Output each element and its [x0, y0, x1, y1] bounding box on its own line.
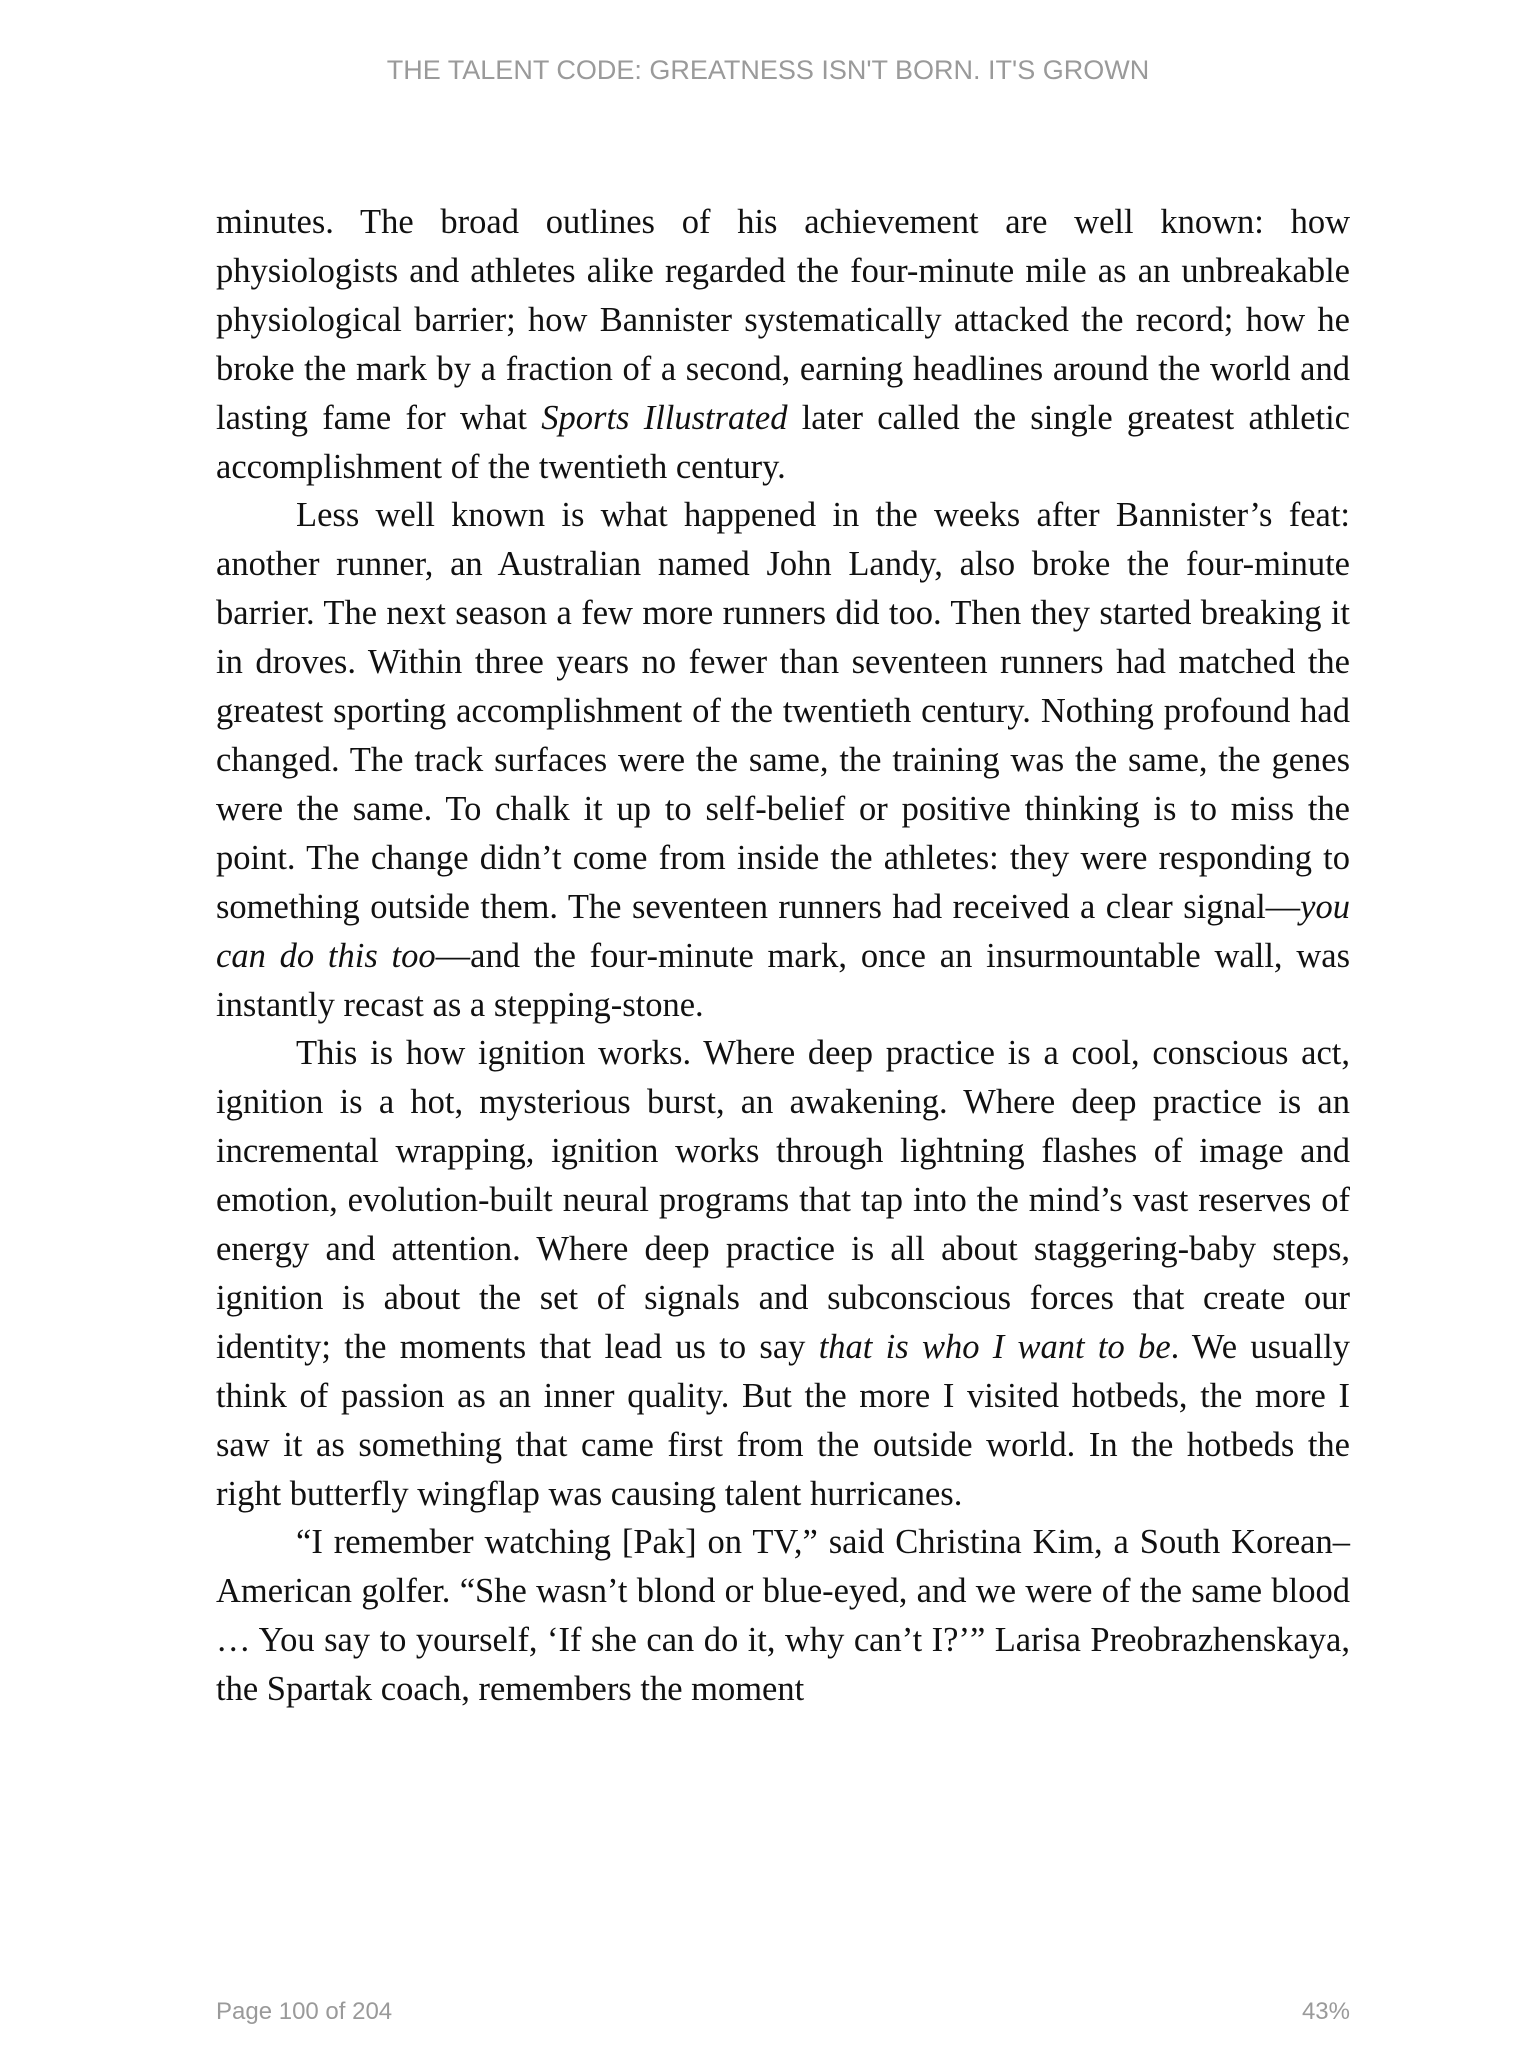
paragraph-2-text-a: Less well known is what happened in the weeks after Bannister’s feat: another runner, an Australian named John Landy, also broke the four-minute barrier. The next season a few more runners did too. Then they started breaking it in droves. Within three years no fewer than seventeen runners had matched the greatest sporting accomplishment of the twentieth century. Nothing profound had changed. The track surfaces were the same, the training was the same, the genes were the same. To chalk it up to self-belief or positive thinking is to miss the point. The change didn’t come from inside the athletes: they were responding to something outside them. The seventeen runners had received a clear signal—	[216, 496, 1350, 926]
paragraph-2	[216, 491, 1350, 1029]
paragraph-1-text-a: minutes. The broad outlines of his achievement are well known: how physiologists and athletes alike regarded the four-minute mile as an unbreakable physiological barrier; how Bannister systematically attacked the record; how he broke the mark by a fraction of a second, earning headlines around the world and lasting fame for what	[216, 203, 1350, 437]
italic-you-can-do-this-too: you can do this too	[216, 887, 1350, 975]
paragraph-1	[216, 198, 1350, 491]
page-indicator: Page 100 of 204	[216, 1998, 393, 2025]
italic-that-is-who-i-want-to-be: that is who I want to be	[818, 1327, 1171, 1366]
paragraph-4	[216, 1518, 1350, 1714]
paragraph-2-text-b: —and the four-minute mark, once an insurmountable wall, was instantly recast as a stepping-stone.	[216, 936, 1351, 1024]
reader-footer	[216, 1994, 1350, 2030]
paragraph-1-text-b: later called the single greatest athletic accomplishment of the twentieth century.	[216, 398, 1350, 486]
paragraph-3-text-a: This is how ignition works. Where deep practice is a cool, conscious act, ignition is a hot, mysterious burst, an awakening. Where deep practice is an incremental wrapping, ignition works through lightning flashes of image and emotion, evolution-built neural programs that tap into the mind’s vast reserves of energy and attention. Where deep practice is all about staggering-baby steps, ignition is about the set of signals and subconscious forces that create our identity; the moments that lead us to say	[216, 1034, 1350, 1366]
italic-sports-illustrated: Sports Illustrated	[541, 398, 788, 437]
paragraph-3-text-b: . We usually think of passion as an inner quality. But the more I visited hotbeds, the more I saw it as something that came first from the outside world. In the hotbeds the right butterfly wingflap was causing talent hurricanes.	[216, 1327, 1351, 1513]
page-body	[216, 198, 1350, 1714]
paragraph-3	[216, 1029, 1350, 1518]
reading-progress-percent: 43%	[1301, 1998, 1350, 2025]
running-header-book-title: THE TALENT CODE: GREATNESS ISN'T BORN. IT'S GROWN	[386, 55, 1150, 85]
paragraph-4-text: “I remember watching [Pak] on TV,” said Christina Kim, a South Korean–American golfer. “She wasn’t blond or blue-eyed, and we were of the same blood … You say to yourself, ‘If she can do it, why can’t I?’” Larisa Preobrazhenskaya, the Spartak coach, remembers the moment	[216, 1523, 1350, 1709]
